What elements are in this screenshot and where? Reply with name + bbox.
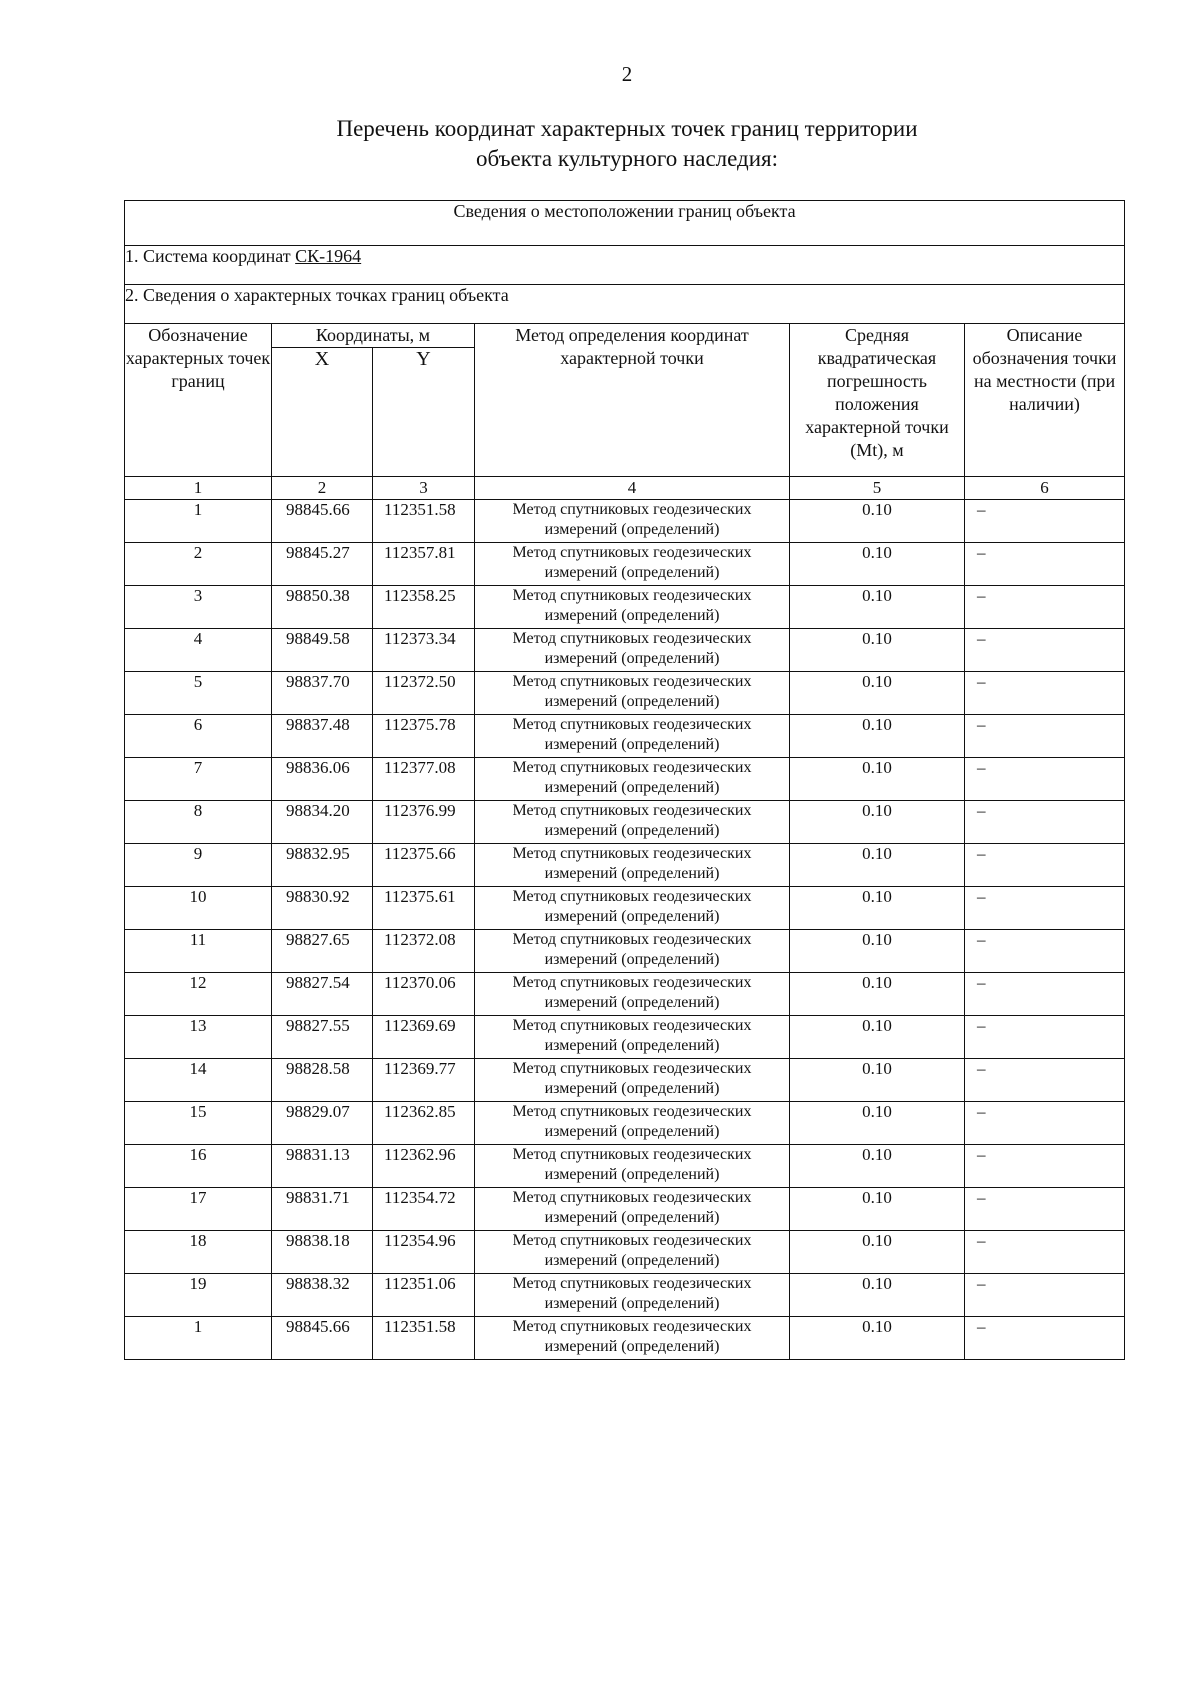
cell-x: 98849.58 [272, 629, 373, 672]
cell-y: 112351.58 [373, 1317, 475, 1360]
cell-method: Метод спутниковых геодезических измерений (определений) [475, 1059, 790, 1102]
cell-y: 112375.66 [373, 844, 475, 887]
table-row [125, 629, 1125, 672]
cell-y: 112373.34 [373, 629, 475, 672]
page-number: 2 [621, 62, 633, 86]
cell-x: 98837.48 [272, 715, 373, 758]
cell-method: Метод спутниковых геодезических измерений (определений) [475, 1317, 790, 1360]
cell-point: 8 [125, 801, 272, 844]
table-row [125, 1274, 1125, 1317]
cell-error: 0.10 [790, 1016, 965, 1059]
column-numbers-row [125, 477, 1125, 500]
cell-y: 112351.06 [373, 1274, 475, 1317]
header-y: Y [373, 348, 475, 477]
coord-system-row [125, 246, 1125, 285]
cell-description: – [965, 801, 1125, 844]
cell-point: 14 [125, 1059, 272, 1102]
cell-method: Метод спутниковых геодезических измерений (определений) [475, 973, 790, 1016]
cell-x: 98827.55 [272, 1016, 373, 1059]
header-x: X [272, 348, 373, 477]
cell-x: 98837.70 [272, 672, 373, 715]
cell-y: 112362.96 [373, 1145, 475, 1188]
table-row [125, 672, 1125, 715]
header-row-1 [125, 324, 1125, 348]
cell-description: – [965, 1188, 1125, 1231]
section-header-row [125, 201, 1125, 246]
column-number: 4 [475, 477, 790, 500]
cell-method: Метод спутниковых геодезических измерений (определений) [475, 500, 790, 543]
table-row [125, 1231, 1125, 1274]
cell-method: Метод спутниковых геодезических измерений (определений) [475, 1016, 790, 1059]
cell-error: 0.10 [790, 672, 965, 715]
title-line-2: объекта культурного наследия: [475, 146, 779, 171]
cell-x: 98838.32 [272, 1274, 373, 1317]
table-row [125, 801, 1125, 844]
cell-y: 112369.69 [373, 1016, 475, 1059]
cell-x: 98836.06 [272, 758, 373, 801]
cell-error: 0.10 [790, 930, 965, 973]
coord-system-label: 1. Система координат [125, 246, 296, 266]
cell-y: 112372.50 [373, 672, 475, 715]
table-row [125, 586, 1125, 629]
cell-method: Метод спутниковых геодезических измерений (определений) [475, 844, 790, 887]
header-description: Описание обозначения точки на местности (при наличии) [965, 324, 1125, 477]
cell-error: 0.10 [790, 1059, 965, 1102]
title-line-1: Перечень координат характерных точек границ территории [336, 116, 918, 141]
cell-error: 0.10 [790, 1102, 965, 1145]
cell-method: Метод спутниковых геодезических измерений (определений) [475, 758, 790, 801]
section-header: Сведения о местоположении границ объекта [125, 201, 1125, 246]
table-body [125, 201, 1125, 1360]
cell-error: 0.10 [790, 973, 965, 1016]
cell-point: 9 [125, 844, 272, 887]
column-number: 2 [272, 477, 373, 500]
header-point-designation: Обозначение характерных точек границ [125, 324, 272, 477]
cell-method: Метод спутниковых геодезических измерений (определений) [475, 586, 790, 629]
cell-x: 98832.95 [272, 844, 373, 887]
cell-method: Метод спутниковых геодезических измерений (определений) [475, 1274, 790, 1317]
table-row [125, 973, 1125, 1016]
cell-error: 0.10 [790, 715, 965, 758]
cell-point: 13 [125, 1016, 272, 1059]
table-row [125, 1059, 1125, 1102]
cell-x: 98830.92 [272, 887, 373, 930]
cell-y: 112362.85 [373, 1102, 475, 1145]
cell-method: Метод спутниковых геодезических измерений (определений) [475, 1231, 790, 1274]
cell-y: 112372.08 [373, 930, 475, 973]
column-number: 6 [965, 477, 1125, 500]
cell-description: – [965, 586, 1125, 629]
cell-description: – [965, 1145, 1125, 1188]
cell-x: 98827.54 [272, 973, 373, 1016]
cell-y: 112369.77 [373, 1059, 475, 1102]
cell-error: 0.10 [790, 543, 965, 586]
cell-point: 15 [125, 1102, 272, 1145]
cell-error: 0.10 [790, 1231, 965, 1274]
header-coordinates: Координаты, м [272, 324, 475, 348]
table-row [125, 715, 1125, 758]
cell-x: 98831.13 [272, 1145, 373, 1188]
cell-description: – [965, 1016, 1125, 1059]
cell-description: – [965, 758, 1125, 801]
boundary-points-table [124, 200, 1125, 1360]
cell-point: 1 [125, 1317, 272, 1360]
cell-y: 112377.08 [373, 758, 475, 801]
cell-x: 98834.20 [272, 801, 373, 844]
cell-y: 112354.96 [373, 1231, 475, 1274]
cell-error: 0.10 [790, 500, 965, 543]
cell-description: – [965, 1102, 1125, 1145]
table-row [125, 758, 1125, 801]
cell-point: 1 [125, 500, 272, 543]
cell-point: 10 [125, 887, 272, 930]
cell-x: 98827.65 [272, 930, 373, 973]
cell-x: 98850.38 [272, 586, 373, 629]
cell-point: 7 [125, 758, 272, 801]
cell-description: – [965, 1317, 1125, 1360]
column-number: 1 [125, 477, 272, 500]
coord-system [125, 246, 1125, 285]
table-row [125, 543, 1125, 586]
cell-point: 17 [125, 1188, 272, 1231]
cell-description: – [965, 844, 1125, 887]
cell-y: 112354.72 [373, 1188, 475, 1231]
cell-description: – [965, 973, 1125, 1016]
cell-y: 112376.99 [373, 801, 475, 844]
cell-method: Метод спутниковых геодезических измерений (определений) [475, 629, 790, 672]
cell-point: 11 [125, 930, 272, 973]
cell-method: Метод спутниковых геодезических измерений (определений) [475, 801, 790, 844]
cell-x: 98845.27 [272, 543, 373, 586]
cell-error: 0.10 [790, 1188, 965, 1231]
cell-y: 112357.81 [373, 543, 475, 586]
cell-point: 18 [125, 1231, 272, 1274]
cell-error: 0.10 [790, 629, 965, 672]
header-method: Метод определения координат характерной точки [475, 324, 790, 477]
table-row [125, 844, 1125, 887]
cell-error: 0.10 [790, 586, 965, 629]
cell-point: 3 [125, 586, 272, 629]
cell-point: 6 [125, 715, 272, 758]
coord-system-value: СК-1964 [295, 246, 362, 266]
cell-method: Метод спутниковых геодезических измерений (определений) [475, 930, 790, 973]
cell-error: 0.10 [790, 887, 965, 930]
column-number: 3 [373, 477, 475, 500]
table-row [125, 1145, 1125, 1188]
cell-method: Метод спутниковых геодезических измерений (определений) [475, 1188, 790, 1231]
cell-description: – [965, 500, 1125, 543]
cell-y: 112375.61 [373, 887, 475, 930]
cell-x: 98828.58 [272, 1059, 373, 1102]
cell-method: Метод спутниковых геодезических измерений (определений) [475, 543, 790, 586]
cell-point: 5 [125, 672, 272, 715]
cell-method: Метод спутниковых геодезических измерений (определений) [475, 887, 790, 930]
cell-x: 98845.66 [272, 500, 373, 543]
cell-x: 98838.18 [272, 1231, 373, 1274]
cell-y: 112351.58 [373, 500, 475, 543]
cell-description: – [965, 543, 1125, 586]
cell-point: 16 [125, 1145, 272, 1188]
table-row [125, 1016, 1125, 1059]
table-row [125, 930, 1125, 973]
table-row [125, 1188, 1125, 1231]
table-row [125, 1102, 1125, 1145]
cell-point: 19 [125, 1274, 272, 1317]
cell-error: 0.10 [790, 844, 965, 887]
cell-error: 0.10 [790, 758, 965, 801]
column-number: 5 [790, 477, 965, 500]
cell-description: – [965, 1274, 1125, 1317]
cell-method: Метод спутниковых геодезических измерений (определений) [475, 1102, 790, 1145]
points-info: 2. Сведения о характерных точках границ объекта [125, 285, 1125, 324]
cell-y: 112375.78 [373, 715, 475, 758]
points-info-row [125, 285, 1125, 324]
cell-description: – [965, 672, 1125, 715]
table-row [125, 1317, 1125, 1360]
document-title [0, 114, 1200, 174]
cell-description: – [965, 887, 1125, 930]
cell-description: – [965, 629, 1125, 672]
cell-method: Метод спутниковых геодезических измерений (определений) [475, 672, 790, 715]
header-error: Средняя квадратическая погрешность положения характерной точки (Mt), м [790, 324, 965, 477]
cell-description: – [965, 1231, 1125, 1274]
cell-point: 4 [125, 629, 272, 672]
cell-method: Метод спутниковых геодезических измерений (определений) [475, 1145, 790, 1188]
table-row [125, 500, 1125, 543]
cell-error: 0.10 [790, 1317, 965, 1360]
cell-point: 12 [125, 973, 272, 1016]
cell-error: 0.10 [790, 1145, 965, 1188]
cell-x: 98831.71 [272, 1188, 373, 1231]
cell-description: – [965, 930, 1125, 973]
cell-error: 0.10 [790, 1274, 965, 1317]
cell-y: 112370.06 [373, 973, 475, 1016]
table-row [125, 887, 1125, 930]
cell-description: – [965, 1059, 1125, 1102]
cell-y: 112358.25 [373, 586, 475, 629]
cell-x: 98829.07 [272, 1102, 373, 1145]
cell-method: Метод спутниковых геодезических измерений (определений) [475, 715, 790, 758]
cell-error: 0.10 [790, 801, 965, 844]
cell-description: – [965, 715, 1125, 758]
cell-point: 2 [125, 543, 272, 586]
cell-x: 98845.66 [272, 1317, 373, 1360]
